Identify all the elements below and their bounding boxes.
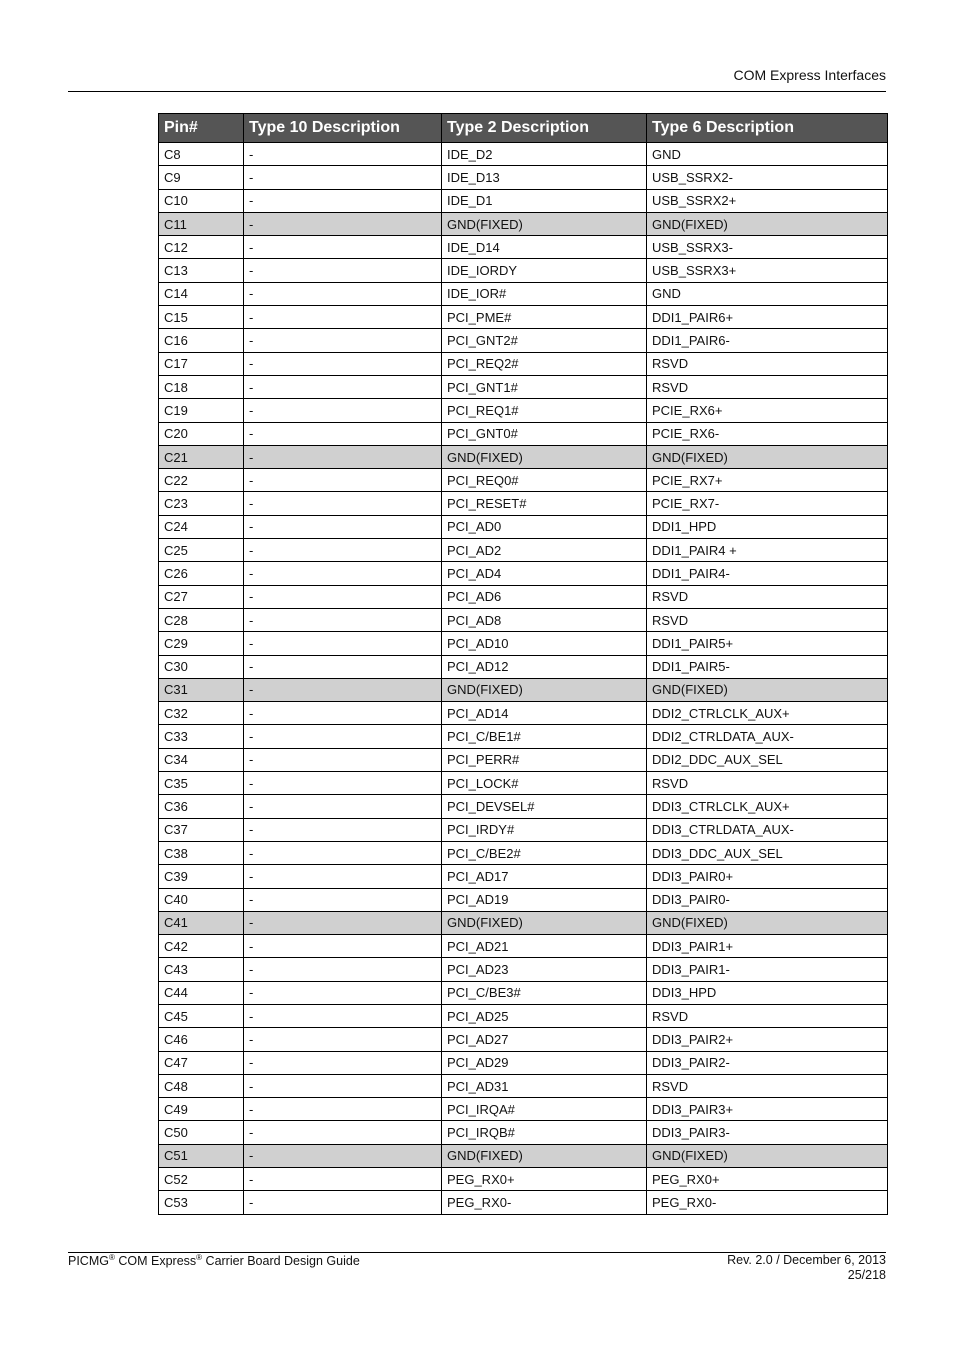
cell-type6: PEG_RX0- (647, 1191, 888, 1214)
cell-type10: - (244, 702, 442, 725)
cell-pin: C30 (159, 655, 244, 678)
table-row (159, 935, 888, 958)
table-row (159, 422, 888, 445)
cell-pin: C21 (159, 445, 244, 468)
cell-type10: - (244, 259, 442, 282)
cell-pin: C39 (159, 865, 244, 888)
cell-type2: PCI_REQ1# (442, 399, 647, 422)
footer-revision: Rev. 2.0 / December 6, 2013 (727, 1253, 886, 1267)
cell-type10: - (244, 981, 442, 1004)
cell-type10: - (244, 795, 442, 818)
table-row (159, 1098, 888, 1121)
cell-type2: IDE_D1 (442, 189, 647, 212)
cell-pin: C18 (159, 375, 244, 398)
cell-type10: - (244, 1028, 442, 1051)
cell-type10: - (244, 189, 442, 212)
cell-type2: PCI_AD10 (442, 632, 647, 655)
cell-type2: IDE_D14 (442, 236, 647, 259)
cell-type10: - (244, 515, 442, 538)
table-row (159, 865, 888, 888)
cell-type6: DDI2_DDC_AUX_SEL (647, 748, 888, 771)
cell-type10: - (244, 352, 442, 375)
cell-type6: DDI3_PAIR2+ (647, 1028, 888, 1051)
cell-type10: - (244, 911, 442, 934)
cell-type6: DDI1_PAIR4- (647, 562, 888, 585)
cell-type10: - (244, 818, 442, 841)
cell-type6: DDI1_PAIR6- (647, 329, 888, 352)
table-row (159, 725, 888, 748)
column-header-type10: Type 10 Description (244, 114, 442, 143)
cell-type2: PCI_DEVSEL# (442, 795, 647, 818)
cell-type10: - (244, 841, 442, 864)
column-header-type2: Type 2 Description (442, 114, 647, 143)
cell-type6: DDI1_PAIR5+ (647, 632, 888, 655)
cell-type6: RSVD (647, 352, 888, 375)
table-row (159, 189, 888, 212)
cell-type2: PEG_RX0- (442, 1191, 647, 1214)
table-row (159, 306, 888, 329)
table-row (159, 585, 888, 608)
cell-type6: DDI3_PAIR1+ (647, 935, 888, 958)
cell-type6: DDI2_CTRLCLK_AUX+ (647, 702, 888, 725)
cell-type6: DDI1_PAIR4 + (647, 539, 888, 562)
cell-type6: DDI3_HPD (647, 981, 888, 1004)
table-row (159, 492, 888, 515)
cell-pin: C27 (159, 585, 244, 608)
cell-type6: PEG_RX0+ (647, 1168, 888, 1191)
table-row (159, 1191, 888, 1214)
cell-pin: C43 (159, 958, 244, 981)
cell-type6: DDI3_PAIR3+ (647, 1098, 888, 1121)
cell-type10: - (244, 865, 442, 888)
cell-pin: C10 (159, 189, 244, 212)
cell-type6: GND(FIXED) (647, 678, 888, 701)
cell-pin: C46 (159, 1028, 244, 1051)
cell-type10: - (244, 422, 442, 445)
cell-type10: - (244, 655, 442, 678)
cell-type6: DDI3_PAIR0+ (647, 865, 888, 888)
cell-type6: RSVD (647, 585, 888, 608)
table-row (159, 632, 888, 655)
cell-type2: PCI_IRDY# (442, 818, 647, 841)
cell-type10: - (244, 306, 442, 329)
cell-type2: PCI_AD2 (442, 539, 647, 562)
cell-type2: GND(FIXED) (442, 212, 647, 235)
cell-type6: DDI3_PAIR1- (647, 958, 888, 981)
cell-type2: IDE_D13 (442, 166, 647, 189)
cell-type6: DDI3_PAIR0- (647, 888, 888, 911)
cell-type2: PCI_GNT1# (442, 375, 647, 398)
cell-type2: PCI_AD6 (442, 585, 647, 608)
cell-type10: - (244, 632, 442, 655)
cell-pin: C37 (159, 818, 244, 841)
cell-type10: - (244, 1051, 442, 1074)
cell-type2: PCI_RESET# (442, 492, 647, 515)
cell-type10: - (244, 935, 442, 958)
cell-type6: RSVD (647, 772, 888, 795)
column-header-type6: Type 6 Description (647, 114, 888, 143)
table-row (159, 1028, 888, 1051)
cell-type6: DDI3_CTRLDATA_AUX- (647, 818, 888, 841)
table-row (159, 469, 888, 492)
cell-type10: - (244, 212, 442, 235)
cell-type2: PCI_AD19 (442, 888, 647, 911)
cell-type2: PCI_GNT0# (442, 422, 647, 445)
cell-type6: GND(FIXED) (647, 212, 888, 235)
cell-type2: PEG_RX0+ (442, 1168, 647, 1191)
cell-type10: - (244, 1004, 442, 1027)
cell-type10: - (244, 678, 442, 701)
table-row (159, 911, 888, 934)
cell-type10: - (244, 469, 442, 492)
cell-type10: - (244, 375, 442, 398)
cell-type6: GND(FIXED) (647, 1144, 888, 1167)
cell-type6: DDI1_PAIR5- (647, 655, 888, 678)
cell-type10: - (244, 772, 442, 795)
cell-pin: C32 (159, 702, 244, 725)
cell-pin: C13 (159, 259, 244, 282)
cell-pin: C47 (159, 1051, 244, 1074)
cell-pin: C24 (159, 515, 244, 538)
cell-pin: C26 (159, 562, 244, 585)
footer-revision-block (727, 1253, 886, 1283)
cell-type2: PCI_AD8 (442, 608, 647, 631)
cell-type2: PCI_AD21 (442, 935, 647, 958)
cell-type6: PCIE_RX6- (647, 422, 888, 445)
cell-pin: C23 (159, 492, 244, 515)
cell-type10: - (244, 585, 442, 608)
cell-type10: - (244, 1144, 442, 1167)
cell-type10: - (244, 329, 442, 352)
cell-type6: USB_SSRX3+ (647, 259, 888, 282)
cell-type6: RSVD (647, 1074, 888, 1097)
table-row (159, 352, 888, 375)
cell-type2: PCI_AD0 (442, 515, 647, 538)
cell-pin: C17 (159, 352, 244, 375)
cell-type6: DDI1_PAIR6+ (647, 306, 888, 329)
cell-pin: C33 (159, 725, 244, 748)
cell-pin: C16 (159, 329, 244, 352)
cell-pin: C50 (159, 1121, 244, 1144)
table-row (159, 702, 888, 725)
cell-pin: C40 (159, 888, 244, 911)
cell-type2: PCI_AD29 (442, 1051, 647, 1074)
cell-type2: IDE_IORDY (442, 259, 647, 282)
cell-type10: - (244, 958, 442, 981)
cell-pin: C49 (159, 1098, 244, 1121)
cell-type6: GND(FIXED) (647, 445, 888, 468)
table-row (159, 1051, 888, 1074)
cell-pin: C36 (159, 795, 244, 818)
cell-pin: C38 (159, 841, 244, 864)
cell-type2: GND(FIXED) (442, 911, 647, 934)
cell-type6: USB_SSRX3- (647, 236, 888, 259)
table-row (159, 772, 888, 795)
cell-type6: RSVD (647, 608, 888, 631)
table-row (159, 655, 888, 678)
cell-type2: GND(FIXED) (442, 678, 647, 701)
cell-pin: C25 (159, 539, 244, 562)
cell-pin: C45 (159, 1004, 244, 1027)
cell-type6: DDI3_DDC_AUX_SEL (647, 841, 888, 864)
cell-type10: - (244, 282, 442, 305)
cell-type10: - (244, 1098, 442, 1121)
cell-type2: PCI_IRQB# (442, 1121, 647, 1144)
table-row (159, 143, 888, 166)
cell-type10: - (244, 236, 442, 259)
table-row (159, 818, 888, 841)
cell-type10: - (244, 399, 442, 422)
cell-type2: PCI_AD23 (442, 958, 647, 981)
cell-type10: - (244, 748, 442, 771)
cell-pin: C8 (159, 143, 244, 166)
table-header-row (159, 114, 888, 143)
cell-pin: C9 (159, 166, 244, 189)
table-row (159, 445, 888, 468)
column-header-pin: Pin# (159, 114, 244, 143)
cell-type2: GND(FIXED) (442, 1144, 647, 1167)
cell-type2: PCI_PME# (442, 306, 647, 329)
table-body (159, 143, 888, 1215)
table-row (159, 375, 888, 398)
cell-type6: GND (647, 282, 888, 305)
table-row (159, 678, 888, 701)
pinout-table (158, 113, 888, 1215)
cell-type6: GND (647, 143, 888, 166)
cell-pin: C44 (159, 981, 244, 1004)
table-row (159, 1074, 888, 1097)
cell-type6: USB_SSRX2- (647, 166, 888, 189)
cell-pin: C31 (159, 678, 244, 701)
cell-pin: C28 (159, 608, 244, 631)
cell-type2: PCI_C/BE2# (442, 841, 647, 864)
footer-page-number: 25/218 (847, 1268, 886, 1282)
cell-pin: C11 (159, 212, 244, 235)
cell-type10: - (244, 1074, 442, 1097)
cell-type2: PCI_AD14 (442, 702, 647, 725)
cell-type6: DDI1_HPD (647, 515, 888, 538)
cell-type10: - (244, 539, 442, 562)
cell-type10: - (244, 492, 442, 515)
table-row (159, 1144, 888, 1167)
table-row (159, 329, 888, 352)
cell-pin: C53 (159, 1191, 244, 1214)
cell-type6: PCIE_RX6+ (647, 399, 888, 422)
cell-type2: PCI_IRQA# (442, 1098, 647, 1121)
cell-type10: - (244, 1121, 442, 1144)
cell-type2: IDE_D2 (442, 143, 647, 166)
cell-type6: PCIE_RX7- (647, 492, 888, 515)
cell-pin: C12 (159, 236, 244, 259)
table-row (159, 399, 888, 422)
table-row (159, 259, 888, 282)
cell-type10: - (244, 725, 442, 748)
cell-pin: C51 (159, 1144, 244, 1167)
table-row (159, 539, 888, 562)
cell-pin: C41 (159, 911, 244, 934)
cell-type2: PCI_AD31 (442, 1074, 647, 1097)
table-row (159, 958, 888, 981)
table-row (159, 236, 888, 259)
table-row (159, 608, 888, 631)
cell-type6: RSVD (647, 375, 888, 398)
page-header-title: COM Express Interfaces (733, 67, 886, 83)
cell-type10: - (244, 562, 442, 585)
table-row (159, 282, 888, 305)
cell-pin: C52 (159, 1168, 244, 1191)
table-row (159, 748, 888, 771)
cell-type10: - (244, 608, 442, 631)
cell-pin: C42 (159, 935, 244, 958)
table-row (159, 795, 888, 818)
cell-type6: DDI3_PAIR2- (647, 1051, 888, 1074)
cell-type6: PCIE_RX7+ (647, 469, 888, 492)
cell-type2: IDE_IOR# (442, 282, 647, 305)
cell-pin: C15 (159, 306, 244, 329)
cell-type2: PCI_AD12 (442, 655, 647, 678)
cell-type10: - (244, 1191, 442, 1214)
cell-type2: GND(FIXED) (442, 445, 647, 468)
cell-type10: - (244, 1168, 442, 1191)
cell-type10: - (244, 166, 442, 189)
cell-pin: C14 (159, 282, 244, 305)
cell-type2: PCI_GNT2# (442, 329, 647, 352)
cell-type2: PCI_C/BE3# (442, 981, 647, 1004)
cell-type2: PCI_REQ0# (442, 469, 647, 492)
cell-type6: USB_SSRX2+ (647, 189, 888, 212)
table-row (159, 166, 888, 189)
table-row (159, 1121, 888, 1144)
cell-pin: C22 (159, 469, 244, 492)
cell-type2: PCI_AD25 (442, 1004, 647, 1027)
cell-pin: C35 (159, 772, 244, 795)
table-row (159, 212, 888, 235)
cell-type6: DDI3_CTRLCLK_AUX+ (647, 795, 888, 818)
table-row (159, 981, 888, 1004)
cell-type2: PCI_C/BE1# (442, 725, 647, 748)
cell-type10: - (244, 888, 442, 911)
cell-type2: PCI_LOCK# (442, 772, 647, 795)
cell-pin: C20 (159, 422, 244, 445)
cell-type10: - (244, 143, 442, 166)
cell-type6: GND(FIXED) (647, 911, 888, 934)
table-row (159, 888, 888, 911)
cell-pin: C19 (159, 399, 244, 422)
cell-type10: - (244, 445, 442, 468)
header-divider (68, 91, 886, 92)
cell-pin: C29 (159, 632, 244, 655)
cell-type2: PCI_PERR# (442, 748, 647, 771)
cell-type2: PCI_AD27 (442, 1028, 647, 1051)
cell-pin: C48 (159, 1074, 244, 1097)
cell-type6: RSVD (647, 1004, 888, 1027)
cell-type6: DDI2_CTRLDATA_AUX- (647, 725, 888, 748)
cell-pin: C34 (159, 748, 244, 771)
cell-type6: DDI3_PAIR3- (647, 1121, 888, 1144)
footer-document-title: PICMG® COM Express® Carrier Board Design Guide (68, 1253, 360, 1269)
table-row (159, 1004, 888, 1027)
table-row (159, 841, 888, 864)
table-row (159, 515, 888, 538)
cell-type2: PCI_REQ2# (442, 352, 647, 375)
cell-type2: PCI_AD4 (442, 562, 647, 585)
table-row (159, 1168, 888, 1191)
cell-type2: PCI_AD17 (442, 865, 647, 888)
table-row (159, 562, 888, 585)
